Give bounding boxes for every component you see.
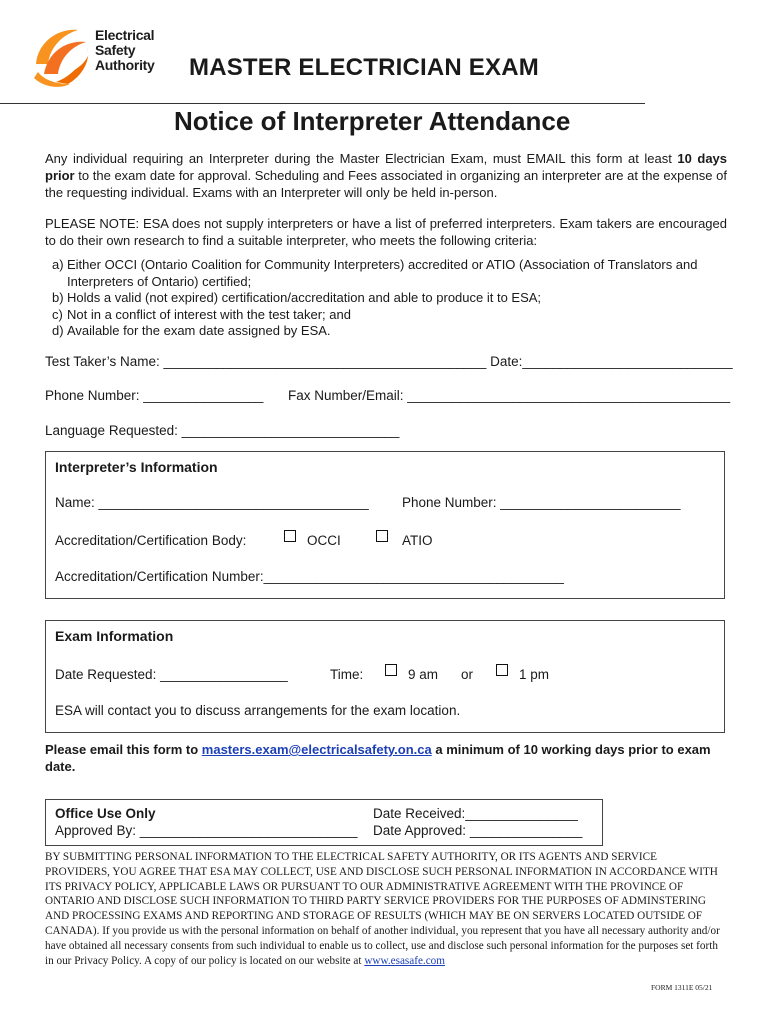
- office-use-title: Office Use Only: [55, 806, 156, 821]
- time-label: Time:: [330, 667, 364, 682]
- atio-label: ATIO: [402, 533, 433, 548]
- website-link[interactable]: www.esasafe.com: [364, 954, 445, 967]
- interpreter-heading: Interpreter’s Information: [55, 459, 218, 475]
- accreditation-body-label: Accreditation/Certification Body:: [55, 533, 247, 548]
- occi-checkbox[interactable]: [284, 530, 296, 542]
- interpreter-name-field[interactable]: Name: ____________________________________: [55, 495, 369, 510]
- or-label: or: [461, 667, 474, 682]
- fax-email-field[interactable]: Fax Number/Email: ___________________________________________: [288, 388, 731, 403]
- email-link[interactable]: masters.exam@electricalsafety.on.ca: [201, 742, 432, 757]
- interpreter-phone-field[interactable]: Phone Number: ________________________: [402, 495, 681, 510]
- 1pm-checkbox[interactable]: [496, 664, 508, 676]
- contact-note: ESA will contact you to discuss arrangements for the exam location.: [55, 703, 461, 718]
- approved-by-field[interactable]: Approved By: _____________________________: [55, 823, 358, 838]
- privacy-statement: BY SUBMITTING PERSONAL INFORMATION TO THE ELECTRICAL SAFETY AUTHORITY, OR ITS AGENTS AND SERVICE PROVIDERS, YOU AGREE THAT ESA MAY COLLECT, USE AND DISCLOSE SUCH PERSONAL INFORMATION IN ACCORDANCE WITH ITS PRIVACY POLICY, APPLICABLE LAWS OR PURSUANT TO OUR ADMINISTRATIVE AGREEMENT WITH THE PROVINCE OF ONTARIO AND DISCLOSE SUCH INFORMATION TO THIRD PARTY SERVICE PROVIDERS FOR THE PURPOSES OF ADMINSTERING AND PROCESSING EXAMS AND REPORTING AND STORAGE OF RESULTS (WHICH MAY BE ON SERVERS LOCATED OUTSIDE OF CANADA). If you provide us with the personal information on behalf of another individual, you represent that you have all necessary authority and/or have obtained all necessary consents from such individual to enable us to collect, use and disclose such personal information for the purposes set forth in our Privacy Policy. A copy of our policy is located on our website at www.esasafe.com: [45, 851, 720, 967]
- list-item: d) Available for the exam date assigned by ESA.: [52, 323, 331, 338]
- phone-number-field[interactable]: Phone Number: ________________: [45, 388, 264, 403]
- occi-label: OCCI: [307, 533, 341, 548]
- atio-checkbox[interactable]: [376, 530, 388, 542]
- page-title: Notice of Interpreter Attendance: [174, 106, 571, 136]
- 1pm-label: 1 pm: [519, 667, 550, 682]
- accreditation-number-field[interactable]: Accreditation/Certification Number:________________________________________: [55, 569, 564, 584]
- date-received-field[interactable]: Date Received:_______________: [373, 806, 578, 821]
- language-requested-field[interactable]: Language Requested: _____________________________: [45, 423, 400, 438]
- logo-wordmark: Electrical Safety Authority: [95, 27, 155, 73]
- date-requested-field[interactable]: Date Requested: _________________: [55, 667, 288, 682]
- test-taker-name-field[interactable]: Test Taker’s Name: ___________________________________________ Date:____________________________: [45, 354, 733, 369]
- list-item: a) Either OCCI (Ontario Coalition for Community Interpreters) accredited or ATIO (Association of Translators and Interpreters of Ontario) certified;: [52, 257, 698, 289]
- form-number: FORM 1311E 05/21: [651, 983, 713, 992]
- intro-paragraph: Any individual requiring an Interpreter during the Master Electrician Exam, must EMAIL this form at least 10 days prior to the exam date for approval. Scheduling and Fees associated in organizing an interpreter are at the expense of the requesting individual. Exams with an Interpreter will only be held in-person.: [45, 151, 728, 200]
- exam-info-heading: Exam Information: [55, 628, 174, 644]
- exam-title: MASTER ELECTRICIAN EXAM: [189, 54, 539, 81]
- email-instructions: Please email this form to masters.exam@electricalsafety.on.ca a minimum of 10 working days prior to exam date.: [45, 742, 711, 774]
- list-item: b) Holds a valid (not expired) certification/accreditation and able to produce it to ESA;: [52, 290, 542, 305]
- criteria-list: [45, 257, 725, 340]
- header-divider: [0, 103, 645, 104]
- list-item: c) Not in a conflict of interest with the test taker; and: [52, 306, 351, 322]
- note-paragraph: PLEASE NOTE: ESA does not supply interpreters or have a list of preferred interpreters. Exam takers are encouraged to do their own research to find a suitable interpreter, who meets the following criteria:: [45, 216, 727, 248]
- date-approved-field[interactable]: Date Approved: _______________: [373, 823, 583, 838]
- 9am-checkbox[interactable]: [385, 664, 397, 676]
- 9am-label: 9 am: [408, 667, 439, 682]
